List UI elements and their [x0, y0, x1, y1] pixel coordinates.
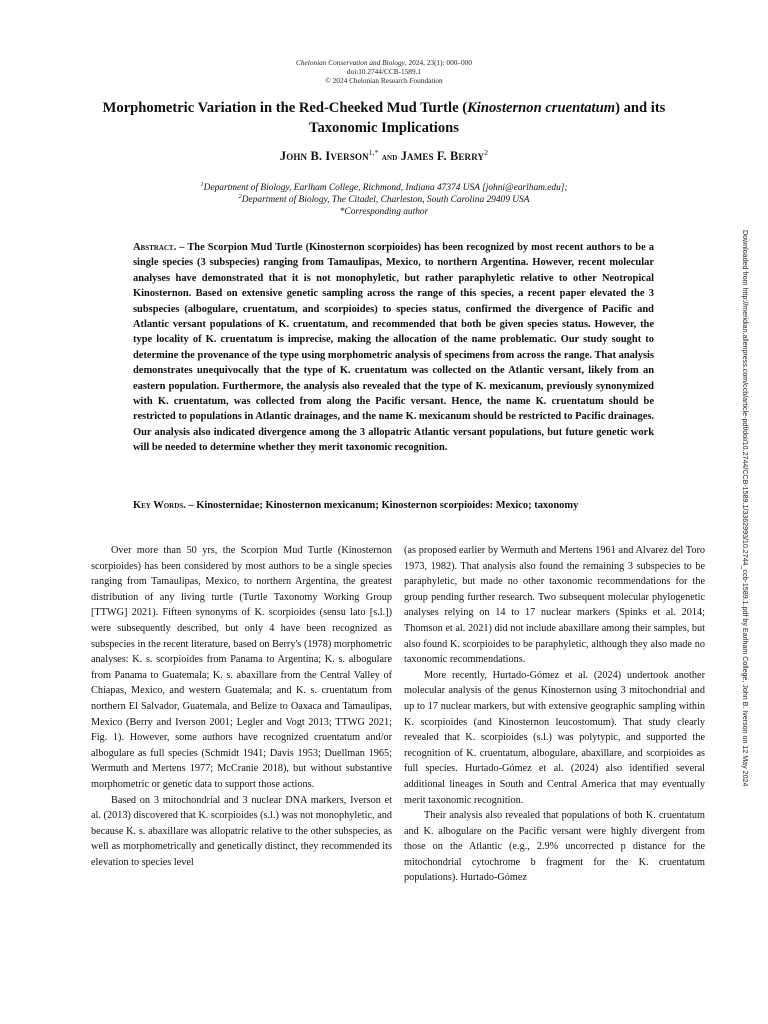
affiliation-1-text: Department of Biology, Earlham College, Richmond, Indiana 47374 USA [johni@earlham.edu];: [203, 183, 568, 193]
body-column-right: [404, 543, 705, 886]
keywords-label: Key Words.: [133, 500, 186, 511]
journal-name: Chelonian Conservation and Biology: [296, 58, 405, 67]
author-1-affil-mark: 1,*: [368, 148, 379, 157]
keywords-text: – Kinosternidae; Kinosternon mexicanum; Kinosternon scorpioides: Mexico; taxonomy: [185, 500, 579, 511]
affiliation-2-mark: 2: [238, 193, 242, 200]
author-2: James F. Berry: [400, 149, 485, 163]
journal-volume: , 2024, 23(1): 000–000: [404, 58, 472, 67]
author-1: John B. Iverson: [279, 149, 369, 163]
journal-citation-line: [0, 58, 768, 67]
affiliation-2-text: Department of Biology, The Citadel, Charleston, South Carolina 29409 USA: [241, 195, 530, 205]
body-paragraph: (as proposed earlier by Wermuth and Mertens 1961 and Alvarez del Toro 1973, 1982). That analysis also found the remaining 3 subspecies to be paraphyletic, but made no other taxonomic recommendations for the group pending further research. Two subsequent molecular phylogenetic analyses relying on 14 to 17 nuclear markers (Spinks et al. 2014; Thomson et al. 2021) did not include abaxillare among their samples, but also found K. scorpioides to be paraphyletic, although they also made no taxonomic recommendations.: [404, 545, 705, 666]
journal-header: [0, 58, 768, 85]
abstract: [133, 240, 654, 456]
body-paragraph: Over more than 50 yrs, the Scorpion Mud Turtle (Kinosternon scorpioides) has been considered by most authors to be a single species ranging from Tamaulipas, Mexico, to northern Argentina, the greatest distribution of any living turtle (Turtle Taxonomy Working Group [TTWG] 2021). Fifteen synonyms of K. scorpioides (sensu lato [s.l.]) were subsequently described, but only 4 have been recognized as subspecies in the recent literature, based on Berry's (1978) morphometric analyses: K. s. scorpioides from Panama to Argentina; K. s. albogulare from Panama to Guatemala; K. s. abaxillare from the Central Valley of Chiapas, Mexico, and western Guatemala; and K. s. cruentatum from northern El Salvador, Guatemala, and Belize to Oaxaca and Tamaulipas, Mexico (Berry and Iverson 2001; Legler and Vogt 2013; TTWG 2021; Fig. 1). However, some authors have recognized cruentatum and/or albogulare as full species (Schmidt 1941; Davis 1953; Duellman 1965; Wermuth and Mertens 1977; McCranie 2018), but without substantive morphometric or genetic data to support those actions.: [91, 545, 392, 790]
keywords: [133, 498, 693, 513]
title-part-1: Morphometric Variation in the Red-Cheeked Mud Turtle (: [102, 100, 468, 116]
affiliation-1: [0, 182, 768, 194]
download-watermark: [742, 230, 756, 1010]
corresponding-author-note: *Corresponding author: [339, 207, 429, 217]
abstract-text: – The Scorpion Mud Turtle (Kinosternon scorpioides) has been recognized by most recent authors to be a single species (3 subspecies) ranging from Tamaulipas, Mexico, to northern Argentina. However, recent molecular analyses have demonstrated that it is not monophyletic, but rather paraphyletic relative to other Neotropical Kinosternon. Based on extensive genetic sampling across the range of this species, a recent paper elevated the 3 subspecies (albogulare, cruentatum, and scorpioides) to species status, confirmed the divergence of Pacific and Atlantic versant populations of K. cruentatum, and recommended that both be given species status. However, the type locality of K. cruentatum is imprecise, making the allocation of the name problematic. Our study sought to determine the provenance of the type using morphometric analysis of specimens from across the range. That analysis demonstrates unequivocally that the type of K. cruentatum was collected on the Atlantic versant, likely from an eastern population. Furthermore, the analysis also revealed that the type of K. mexicanum, previously synonymized with K. cruentatum, was collected from along the Pacific versant. Hence, the name K. cruentatum should be restricted to populations in Atlantic drainages, and the name K. mexicanum should be restricted to Pacific drainages. Our analysis also indicated divergence among the 3 allopatric Atlantic versant populations, but future genetic work will be needed to determine whether they merit taxonomic recognition.: [133, 242, 654, 454]
affiliation-1-mark: 1: [200, 181, 204, 188]
body-paragraph: More recently, Hurtado-Gómez et al. (2024) undertook another molecular analysis of the genus Kinosternon using 3 mitochondrial and up to 17 nuclear markers, but with extensive geographic sampling within K. scorpioides (and Kinosternon leucostomum). That study clearly revealed that K. scorpioides (s.l.) was polytypic, and supported the recognition of K. cruentatum, albogulare, abaxillare, and scorpioides as full species. Hurtado-Gómez et al. (2024) also identified several additional lineages in South and Central America that may eventually merit taxonomic recognition.: [404, 669, 705, 806]
author-list: [0, 149, 768, 164]
abstract-label: Abstract.: [133, 242, 177, 253]
affiliations: [0, 182, 768, 218]
journal-doi: doi:10.2744/CCB-1589.1: [346, 67, 422, 76]
author-2-affil-mark: 2: [484, 148, 489, 157]
body-column-left: [91, 543, 392, 870]
title-part-2: ) and its Taxonomic Implications: [309, 100, 666, 136]
author-conjunction: and: [381, 152, 398, 163]
body-paragraph: Their analysis also revealed that populations of both K. cruentatum and K. albogulare on the Pacific versant were highly divergent from those on the Atlantic (e.g., 2.9% uncorrected p distance for the mitochondrial cytochrome b fragment for the K. cruentatum populations). Hurtado-Gómez: [404, 810, 705, 884]
affiliation-2: [0, 194, 768, 206]
article-title: [80, 98, 688, 138]
title-species: Kinosternon cruentatum: [467, 100, 616, 116]
journal-copyright: © 2024 Chelonian Research Foundation: [325, 76, 443, 85]
body-paragraph: Based on 3 mitochondrial and 3 nuclear DNA markers, Iverson et al. (2013) discovered that K. scorpioides (s.l.) was not monophyletic, and because K. s. abaxillare was allopatric relative to the other subspecies, as well as morphometrically and genetically distinct, they recommended its elevation to species level: [91, 794, 392, 868]
download-watermark-text: Downloaded from http://meridian.allenpress.com/ccb/article-pdf/doi/10.2744/CCB-1589.1/3362993/10.2744_ccb-1589.1.pdf by Earlham College, John B. Iverson on 12 May 2024: [741, 230, 749, 787]
